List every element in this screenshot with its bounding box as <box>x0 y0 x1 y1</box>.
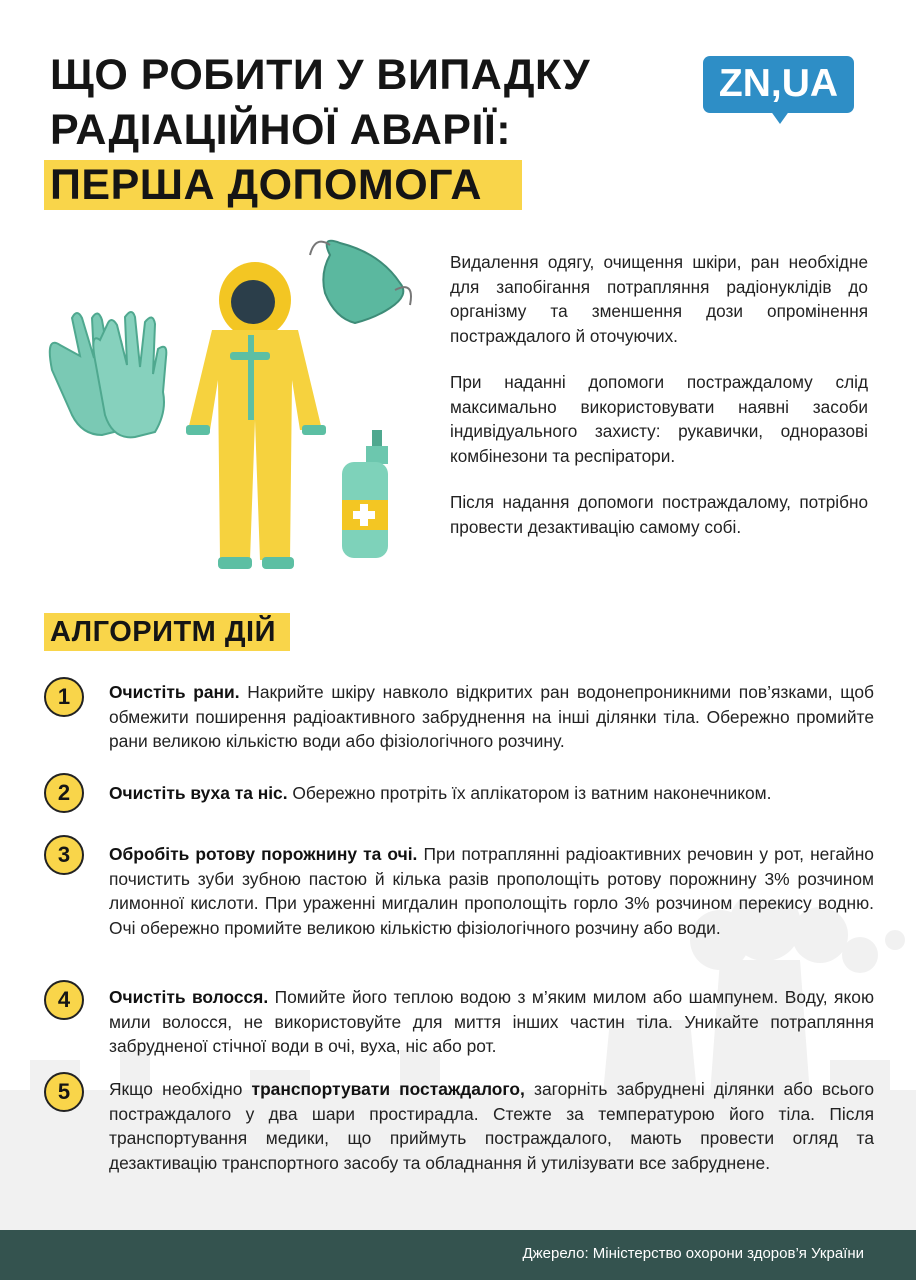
step-2-heading: Очистіть вуха та ніс. <box>109 783 288 803</box>
step-5-heading: транспортувати постаждалого, <box>251 1079 525 1099</box>
section-title: АЛГОРИТМ ДІЙ <box>50 616 276 648</box>
gloves-icon <box>50 312 167 437</box>
step-5-pre: Якщо необхідно <box>109 1079 252 1099</box>
step-number-4: 4 <box>44 980 84 1020</box>
step-3-text <box>109 842 874 940</box>
step-3-heading: Обробіть ротову порожнину та очі. <box>109 844 418 864</box>
step-number-3: 3 <box>44 835 84 875</box>
page-title-line1: ЩО РОБИТИ У ВИПАДКУ <box>50 51 591 99</box>
step-1-heading: Очистіть рани. <box>109 682 240 702</box>
page-title-line2: РАДІАЦІЙНОЇ АВАРІЇ: <box>50 106 512 154</box>
step-number-1: 1 <box>44 677 84 717</box>
page-title-line3: ПЕРША ДОПОМОГА <box>50 161 482 209</box>
step-1-body: Накрийте шкіру навколо відкритих ран водонепроникними пов’язками, щоб обмежити поширення радіоактивного забруднення на інші ділянки тіла. Обережно промийте рани великою кількістю води або фізіологічного розчину. <box>109 682 874 751</box>
logo-text: ZN,UA <box>718 62 839 105</box>
respirator-mask-icon <box>310 241 411 323</box>
step-4-heading: Очистіть волосся. <box>109 987 269 1007</box>
intro-text <box>450 250 868 561</box>
hazmat-suit-icon <box>186 262 326 569</box>
step-4-body: Помийте його теплою водою з м’яким милом або шампунем. Воду, якою мили волосся, не використовуйте для миття інших частин тіла. Уникайте потрапляння забрудненої стічної води в очі, вуха, ніс або рот. <box>109 987 874 1056</box>
step-number-5: 5 <box>44 1072 84 1112</box>
footer-bar <box>0 1230 916 1280</box>
step-2-body: Обережно протріть їх аплікатором із ватним наконечником. <box>287 783 772 803</box>
intro-paragraph-3: Після надання допомоги постраждалому, потрібно провести дезактивацію самому собі. <box>450 492 868 537</box>
background-city-silhouette <box>0 900 916 1230</box>
footer-source: Джерело: Міністерство охорони здоров’я України <box>522 1245 864 1262</box>
intro-paragraph-2: При наданні допомоги постраждалому слід максимально використовувати наявні засоби індивідуального захисту: рукавички, одноразові комбінезони та респіратори. <box>450 372 868 466</box>
step-5-text <box>109 1077 874 1175</box>
step-3-body: При потраплянні радіоактивних речовин у рот, негайно почистить зуби зубною пастою й кілька разів прополощіть ротову порожнину 3% розчином лимонної кислоти. При ураженні мигдалин прополощіть горло 3% розчином перекису водню. Очі обережно промийте великою кількістю фізіологічного розчину або води. <box>109 844 874 938</box>
step-1-text <box>109 680 874 754</box>
step-5-body: загорніть забруднені ділянки або всього постраждалого у два шари простирадла. Стежте за температурою його тіла. Після транспортування медики, що приймуть постраждалого, мають провести огляд та дезактивацію транспортного засобу та обладнання й утилізувати все забруднене. <box>109 1079 875 1173</box>
intro-paragraph-1: Видалення одягу, очищення шкіри, ран необхідне для запобігання потрапляння радіонуклідів до організму та зменшення дози опромінення постраждалого й оточуючих. <box>450 252 868 346</box>
step-number-2: 2 <box>44 773 84 813</box>
step-2-text <box>109 781 874 806</box>
step-4-text <box>109 985 874 1059</box>
spray-bottle-icon <box>342 430 388 558</box>
